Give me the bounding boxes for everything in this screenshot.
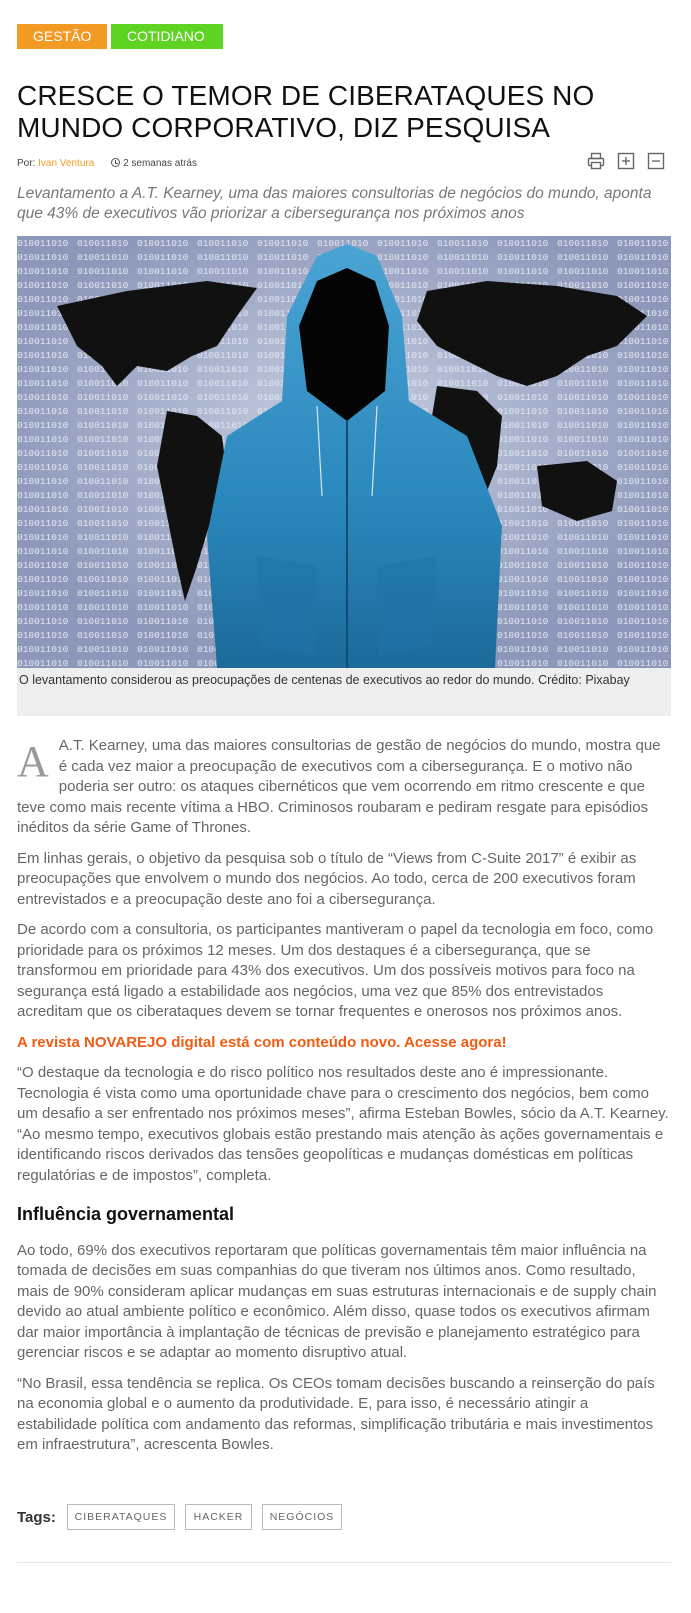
author-link[interactable]: Ivan Ventura bbox=[38, 158, 95, 169]
paragraph-2: Em linhas gerais, o objetivo da pesquisa sob o título de “Views from C-Suite 2017” é exibir as preocupações que envolvem o mundo dos negócios. Ao todo, cerca de 200 executivos foram entrevistados e a preocupação deste ano foi a cibersegurança. bbox=[17, 849, 637, 908]
paragraph-6: “No Brasil, essa tendência se replica. Os CEOs tomam decisões buscando a reinserção do país na economia global e o aumento da produtividade. E, para isso, é necessário atingir a estabilidade política com andamento das reformas, simplificação tributária e mais investimentos em infraestrutura”, acrescenta Bowles. bbox=[17, 1374, 655, 1453]
tag-ciberataques[interactable]: CIBERATAQUES bbox=[67, 1504, 175, 1530]
print-icon[interactable] bbox=[587, 152, 605, 170]
paragraph-1 bbox=[17, 736, 671, 839]
tags-label: Tags: bbox=[17, 1509, 56, 1526]
tag-negocios[interactable]: NEGÓCIOS bbox=[262, 1504, 342, 1530]
drop-cap: A bbox=[17, 737, 49, 786]
paragraph-5: Ao todo, 69% dos executivos reportaram que políticas governamentais têm maior influência na tomada de decisões em suas companhias do que tiveram nos últimos anos. Como resultado, mais de 90% consideram aplicar mudanças em suas estruturas internacionais e de supply chain devido ao atual ambiente político e econômico. Além disso, quase todos os executivos afirmam dar maior importância à implantação de técnicas de previsão e planejamento estratégico para gerenciar riscos e se adaptar ao momento disruptivo atual. bbox=[17, 1241, 657, 1361]
paragraph-4: “O destaque da tecnologia e do risco político nos resultados deste ano é impressionante. Tecnologia é vista como uma oportunidade chave para o crescimento dos negócios, bem como um desafio a ser enfrentado nos próximos meses”, afirma Esteban Bowles, sócio da A.T. Kearney. “Ao mesmo tempo, executivos globais estão prestando mais atenção às ações governamentais e identificando riscos derivados das tensões geopolíticas e mudanças domésticas em políticas regulatórias e de impostos”, completa. bbox=[17, 1064, 669, 1184]
zoom-in-icon[interactable] bbox=[617, 152, 635, 170]
hero-image bbox=[17, 236, 671, 668]
article-lead: Levantamento a A.T. Kearney, uma das maiores consultorias de negócios do mundo, aponta que 43% de executivos vão priorizar a cibersegurança nos próximos anos bbox=[17, 185, 652, 222]
category-cotidiano[interactable]: COTIDIANO bbox=[111, 24, 223, 49]
tag-hacker[interactable]: HACKER bbox=[185, 1504, 252, 1530]
by-label: Por: bbox=[17, 158, 36, 169]
paragraph-3: De acordo com a consultoria, os participantes mantiveram o papel da tecnologia em foco, como prioridade para os próximos 12 meses. Um dos destaques é a cibersegurança, que se transformou em prioridade para 43% dos executivos. Um dos possíveis motivos para foco na segurança está ligado a estabilidade aos negócios, uma vez que 85% dos entrevistados acreditam que os ciberataques devem se tornar frequentes e onerosos nos próximos anos. bbox=[17, 921, 654, 1020]
article-title: CRESCE O TEMOR DE CIBERATAQUES NO MUNDO CORPORATIVO, DIZ PESQUISA bbox=[17, 80, 595, 143]
article-meta bbox=[17, 158, 197, 169]
clock-icon bbox=[111, 158, 120, 167]
hacker-illustration bbox=[17, 236, 671, 668]
subheading: Influência governamental bbox=[17, 1204, 235, 1224]
image-caption: O levantamento considerou as preocupações de centenas de executivos ao redor do mundo. Crédito: Pixabay bbox=[17, 668, 671, 716]
category-gestao[interactable]: GESTÃO bbox=[17, 24, 107, 49]
publish-time: 2 semanas atrás bbox=[123, 158, 197, 169]
paragraph-1-text: A.T. Kearney, uma das maiores consultorias de gestão de negócios do mundo, mostra que é cada vez maior a preocupação de executivos com a cibersegurança. E o motivo não poderia ser outro: os ataques cibernéticos que vem ocorrendo em ritmo crescente e que teve como mais recente vítima a HBO. Criminosos roubaram e pediram resgate para episódios inéditos da série Game of Thrones. bbox=[17, 737, 661, 836]
zoom-out-icon[interactable] bbox=[647, 152, 665, 170]
article-body bbox=[17, 736, 671, 1466]
divider bbox=[17, 1562, 671, 1563]
promo-link[interactable]: A revista NOVAREJO digital está com conteúdo novo. Acesse agora! bbox=[17, 1033, 507, 1051]
